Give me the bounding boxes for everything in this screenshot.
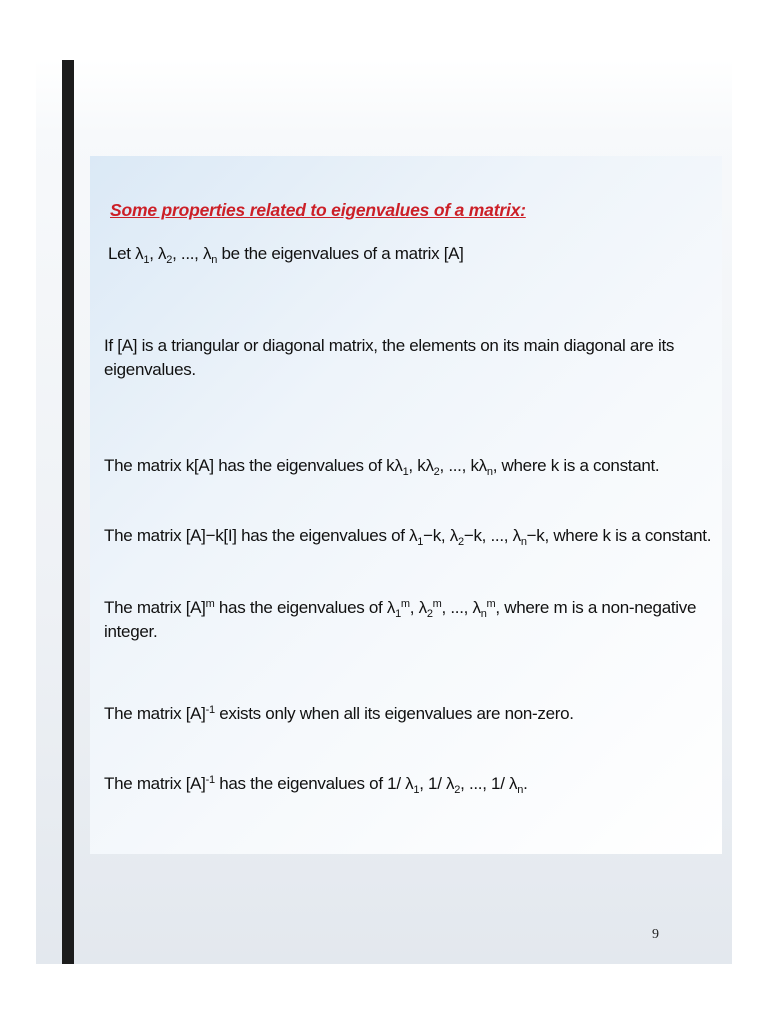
property-triangular: If [A] is a triangular or diagonal matrix, the elements on its main diagonal are its eigenvalues. — [104, 336, 675, 379]
slide-heading: Some properties related to eigenvalues of a matrix: — [110, 200, 526, 220]
intro-line: Let $\lambda_1$, $\lambda_2$, ..., $\lambda_n$ be the eigenvalues of a matrix [A] — [108, 244, 464, 266]
property-scalar-multiple: The matrix k[A] has the eigenvalues of $k\lambda_1$, $k\lambda_2$, ..., $k\lambda_n$, where k is a constant. — [104, 456, 660, 478]
page-number: 9 — [652, 927, 659, 942]
property-inverse-eigenvalues: The matrix $[A]^{-1}$ has the eigenvalues of 1/ $\lambda_1$, 1/ $\lambda_2$, ..., 1/ $\lambda_n$. — [104, 774, 528, 796]
left-accent-bar — [62, 60, 74, 964]
content-box — [90, 156, 722, 854]
property-inverse-exists: The matrix $[A]^{-1}$ exists only when all its eigenvalues are non-zero. — [104, 704, 574, 723]
property-power: The matrix $[A]^m$ has the eigenvalues of $\lambda_1^m$, $\lambda_2^m$, ..., $\lambda_n^m$, where m is a non-negative integer. — [104, 598, 697, 641]
property-shift: The matrix [A]−k[I] has the eigenvalues of $\lambda_1-k$, $\lambda_2-k$, ..., $\lambda_n-k$, where k is a constant. — [104, 526, 712, 548]
